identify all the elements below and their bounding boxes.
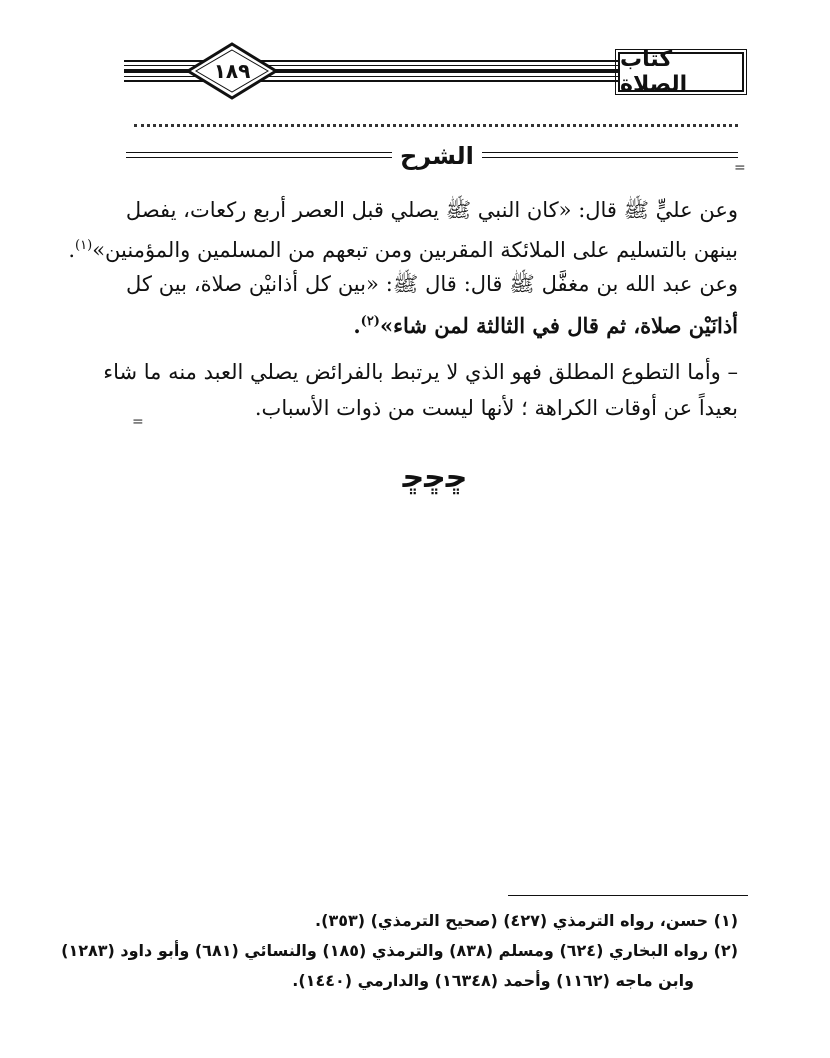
section-end-ornament: ﮀﮀﮀ (402, 460, 468, 495)
page-number: ١٨٩ (213, 59, 251, 83)
section-title: الشرح (400, 142, 474, 170)
margin-mark-top: = (734, 160, 746, 176)
body-line-6: بعيداً عن أوقات الكراهة ؛ لأنها ليست من ذوات الأسباب. (254, 396, 738, 420)
dotted-divider (134, 124, 738, 127)
body-line-4: أذانَيْن صلاة، ثم قال في الثالثة لمن شاء»$^{(٢)}$. (353, 313, 738, 338)
footnote-2-continued: وابن ماجه (١١٦٢) وأحمد (١٦٣٤٨) والدارمي (١٤٤٠). (292, 971, 694, 990)
section-rule-right (482, 152, 738, 158)
page-number-badge (186, 42, 278, 100)
footnote-ref-2[interactable]: (٢) (360, 314, 380, 329)
chapter-title: كتاب الصلاة (618, 52, 744, 92)
body-line-5: – وأما التطوع المطلق فهو الذي لا يرتبط بالفرائض يصلي العبد منه ما شاء (103, 360, 738, 384)
margin-mark-bottom: = (132, 414, 144, 430)
body-line-3: وعن عبد الله بن مغفَّل ﷺ قال: قال ﷺ: «بين كل أذانيْن صلاة، بين كل (126, 272, 738, 296)
section-rule-left (126, 152, 392, 158)
footnote-2: (٢) رواه البخاري (٦٢٤) ومسلم (٨٣٨) والترمذي (١٨٥) والنسائي (٦٨١) وأبو داود (١٢٨٣) (61, 941, 738, 960)
body-line-2: بينهن بالتسليم على الملائكة المقربين ومن تبعهم من المسلمين والمؤمنين»$^{(١)}$. (68, 238, 738, 262)
body-line-1: وعن عليٍّ ﷺ قال: «كان النبي ﷺ يصلي قبل العصر أربع ركعات، يفصل (125, 198, 738, 222)
footnote-1: (١) حسن، رواه الترمذي (٤٢٧) (صحيح الترمذي) (٣٥٣). (315, 911, 738, 930)
footnote-separator (508, 895, 748, 896)
footnote-ref-1[interactable]: (١) (75, 238, 93, 253)
